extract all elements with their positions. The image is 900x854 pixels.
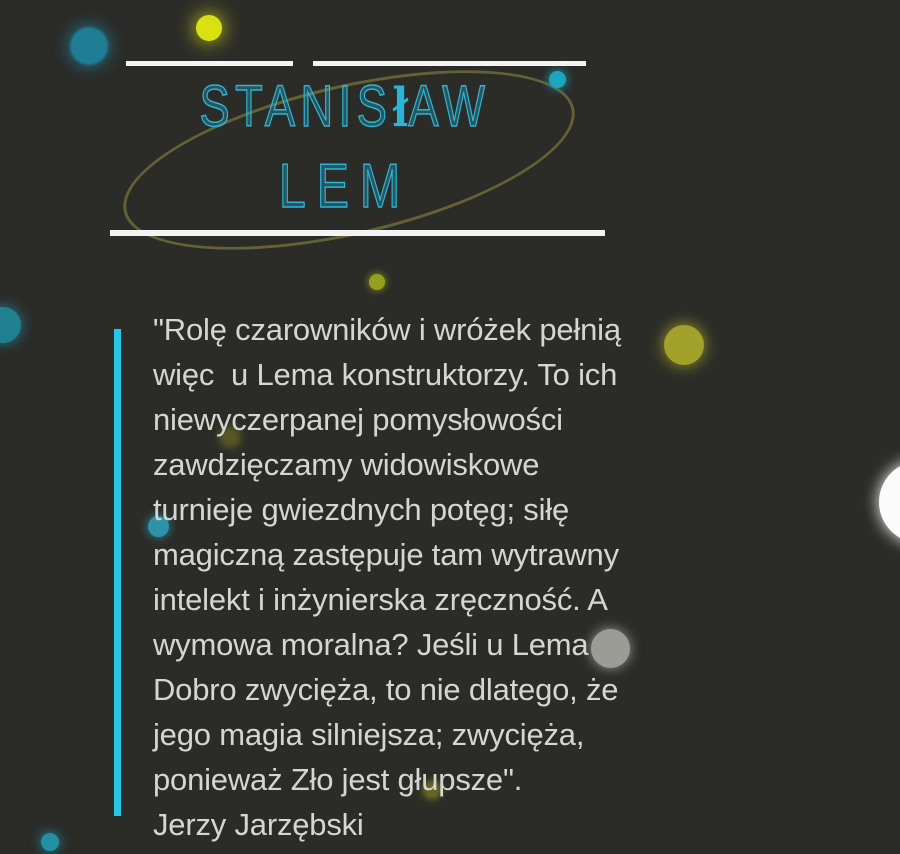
quote-line: turnieje gwiezdnych potęg; siłę xyxy=(153,492,569,527)
quote-line: niewyczerpanej pomysłowości xyxy=(153,402,563,437)
decor-dot-gray-right xyxy=(591,629,630,668)
title-lslash-glyph: ł xyxy=(392,76,409,139)
decor-dot-teal-top-left xyxy=(70,27,108,65)
quote-line: zawdzięczamy widowiskowe xyxy=(153,447,540,482)
quote-text xyxy=(153,307,621,802)
decor-dot-teal-bottom-left xyxy=(41,833,59,851)
quote-line: magiczną zastępuje tam wytrawny xyxy=(153,537,619,572)
decor-dot-teal-right-of-title xyxy=(549,71,566,88)
title-text-pre: STANIS xyxy=(199,74,393,139)
quote-line: "Rolę czarowników i wróżek pełnią xyxy=(153,312,621,347)
decor-dot-yellow-top xyxy=(196,15,222,41)
decor-dot-white-half-circle xyxy=(879,461,900,543)
quote-line: intelekt i inżynierska zręczność. A xyxy=(153,582,608,617)
decor-dot-teal-left-edge xyxy=(0,307,21,343)
quote-line: więc u Lema konstruktorzy. To ich xyxy=(153,357,618,392)
title-text-post: AW xyxy=(408,74,491,139)
quote-attribution: Jerzy Jarzębski xyxy=(153,807,364,842)
quote-line: Dobro zwycięża, to nie dlatego, że xyxy=(153,672,619,707)
title-text-last: LEM xyxy=(278,152,412,221)
quote-line: wymowa moralna? Jeśli u Lema xyxy=(153,627,589,662)
quote-line: ponieważ Zło jest głupsze". xyxy=(153,762,523,797)
decor-dot-olive-right xyxy=(664,325,704,365)
page-title-first-name xyxy=(142,76,548,139)
divider-top-left xyxy=(126,61,293,66)
divider-top-right xyxy=(313,61,586,66)
decor-dot-olive-under-title xyxy=(369,274,385,290)
page-title-last-name xyxy=(142,154,548,220)
quote-line: jego magia silniejsza; zwycięża, xyxy=(153,717,585,752)
quote-section xyxy=(114,307,621,847)
quote-accent-bar xyxy=(114,329,121,816)
divider-bottom xyxy=(110,230,605,236)
